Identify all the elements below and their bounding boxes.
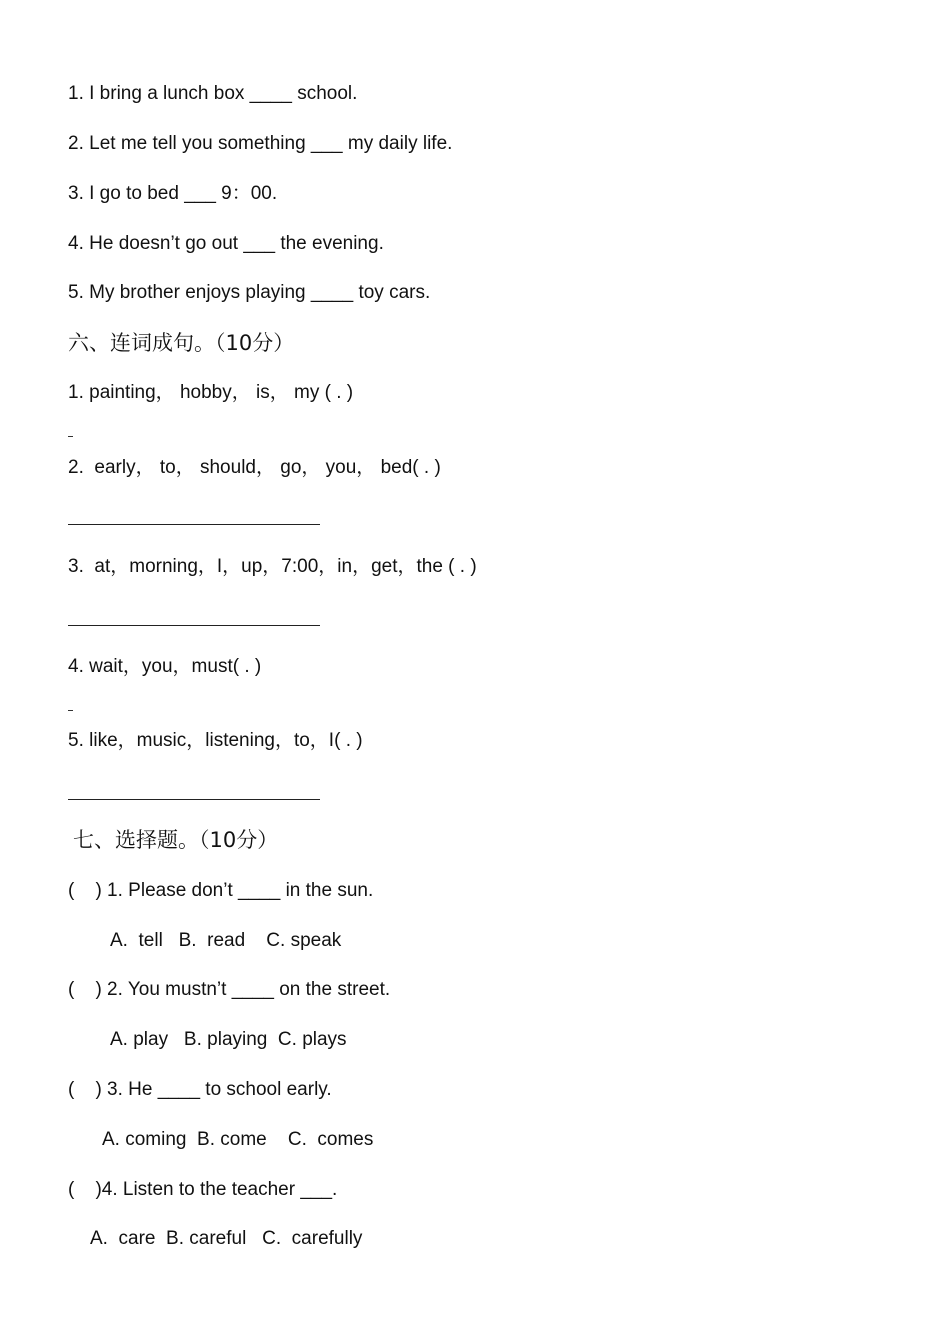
mc-options-1: A. tell B. read C. speak <box>110 930 342 951</box>
mc-question-1: ( ) 1. Please don’t ____ in the sun. <box>68 880 374 901</box>
section6-title: 六、连词成句。（10分） <box>68 331 295 355</box>
mc-question-4: ( )4. Listen to the teacher ___. <box>68 1179 338 1200</box>
fill-blank-1: 1. I bring a lunch box ____ school. <box>68 83 358 104</box>
answer-line-2 <box>68 524 320 525</box>
reorder-item-2: 2. early， to， should， go， you， bed( . ) <box>68 457 441 478</box>
mc-options-3: A. coming B. come C. comes <box>102 1129 374 1150</box>
fill-blank-2: 2. Let me tell you something ___ my daily life. <box>68 133 453 154</box>
answer-line-3 <box>68 625 320 626</box>
fill-blank-5: 5. My brother enjoys playing ____ toy cars. <box>68 282 431 303</box>
section7-title: 七、选择题。（10分） <box>73 828 279 852</box>
mc-question-3: ( ) 3. He ____ to school early. <box>68 1079 332 1100</box>
mc-options-4: A. care B. careful C. carefully <box>90 1228 363 1249</box>
mc-question-2: ( ) 2. You mustn’t ____ on the street. <box>68 979 391 1000</box>
reorder-item-5: 5. like，music，listening，to，I( . ) <box>68 730 363 751</box>
answer-line-4 <box>68 710 73 711</box>
reorder-item-1: 1. painting， hobby， is， my ( . ) <box>68 382 354 403</box>
fill-blank-4: 4. He doesn’t go out ___ the evening. <box>68 233 384 254</box>
mc-options-2: A. play B. playing C. plays <box>110 1029 347 1050</box>
fill-blank-3: 3. I go to bed ___ 9：00. <box>68 183 278 204</box>
answer-line-1 <box>68 436 73 437</box>
answer-line-5 <box>68 799 320 800</box>
reorder-item-3: 3. at，morning，I，up，7:00，in，get，the ( . ) <box>68 556 477 577</box>
reorder-item-4: 4. wait，you，must( . ) <box>68 656 262 677</box>
